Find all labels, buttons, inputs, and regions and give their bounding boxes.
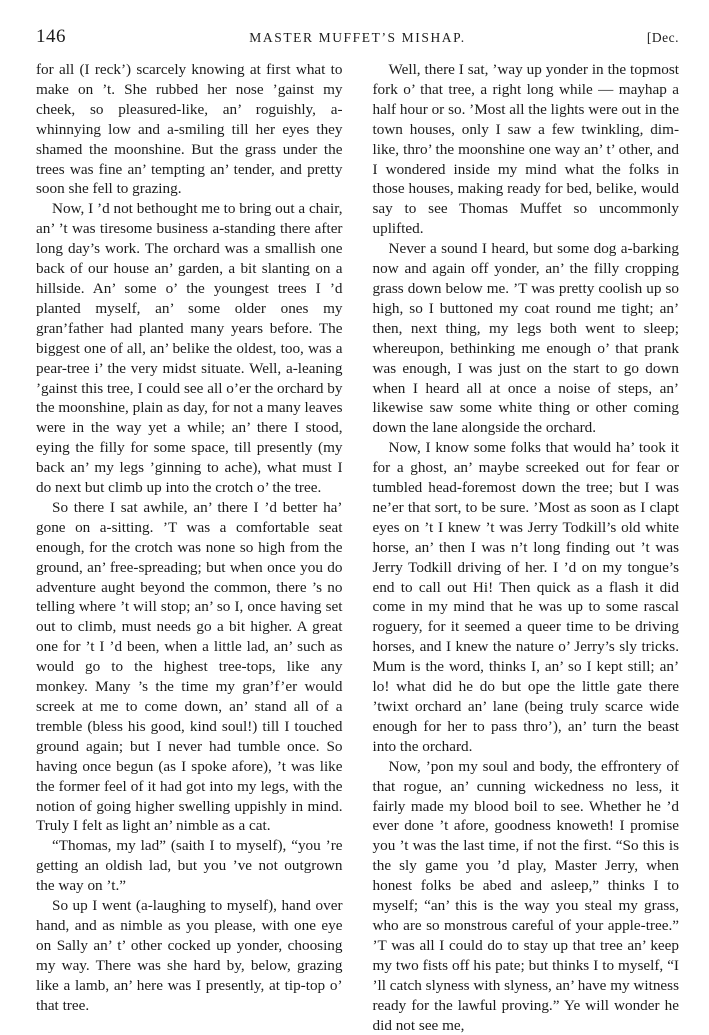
text-columns xyxy=(36,60,679,1034)
paragraph: Now, I know some folks that would ha’ took it for a ghost, an’ maybe screeked out for fear or tumbled head-foremost down the tree; but I was ne’er that sort, to be sure. ’Most as soon as I clapt eyes on ’t I knew ’t was Jerry Todkill’s old white horse, an’ then I was n’t long finding out ’t was Jerry Todkill driving of her. I ’d on my tongue’s end to call out Hi! Then quick as a flash it did come in my mind that he was up to some rascal roguery, for it seemed a queer time to be driving horses, and I knew the nature o’ Jerry’s sly tricks. Mum is the word, thinks I, an’ so I kept still; an’ lo! what did he do but ope the little gate there ’twixt orchard an’ lane (being truly scarce wide enough for her to pass thro’), an’ turn the beast into the orchard. xyxy=(372,439,679,755)
issue-month: [Dec. xyxy=(646,30,679,45)
paragraph: Now, I ’d not bethought me to bring out a chair, an’ ’t was tiresome business a-standing there after long day’s work. The orchard was a smallish one back of our house an’ garden, a bit slanting on a hillside. An’ some o’ the youngest trees I ’d planted myself, an’ some older ones my gran’father had planted many years before. The biggest one of all, an’ belike the oldest, too, was a pear-tree i’ the very midst situate. Well, a-leaning ’gainst this tree, I could see all o’er the orchard by the moonshine, plain as day, for not a many leaves were in the way yet a while; an’ there I stood, eying the filly for some space, till presently (my back an’ my legs ’ginning to ache), what must I do next but climb up into the crotch o’ the tree. xyxy=(36,200,343,497)
paragraph: So there I sat awhile, an’ there I ’d better ha’ gone on a-sitting. ’T was a comfortable seat enough, for the crotch was none so high from the ground, an’ free-spreading; but when once you do adventure aught beyond the common, there ’s no telling where ’t will stop; an’ so I, once having set out to climb, must needs go a bit higher. A great one for ’t I ’d been, when a little lad, an’ such as would go to the highest tree-tops, like any monkey. Many ’s the time my gran’f’er would screek at me to come down, an’ stand all of a tremble (bless his good, kind soul!) till I touched ground again; but I never had tumble once. So having once begun (as I spoke afore), ’t was like the former feel of it had got into my legs, with the notion of going higher swelling uppishly in mind. Truly I felt as light an’ nimble as a cat. xyxy=(36,498,343,835)
right-column xyxy=(372,60,680,1034)
paragraph: “Thomas, my lad” (saith I to myself), “you ’re getting an oldish lad, but you ’ve not outgrown the way on ’t.” xyxy=(36,837,343,895)
running-title: MASTER MUFFET’S MISHAP. xyxy=(249,30,466,45)
page-number: 146 xyxy=(36,26,66,47)
paragraph: Now, ’pon my soul and body, the effrontery of that rogue, an’ cunning wickedness no less, it fairly made my blood boil to see. Whether he ’d ever done ’t afore, goodness knoweth! I promise you ’t was the last time, if not the first. “So this is the sly game you ’d play, Master Jerry, when honest folks be abed and asleep,” thinks I to myself; “an’ this is the way you steal my grass, who are so monstrous careful of your apple-tree.” ’T was all I could do to stay up that tree an’ keep my two fists off his pate; but thinks I to myself, “I ’ll catch slyness with slyness, an’ have my witness ready for the lawful proving.” Ye will wonder he did not see me, xyxy=(372,757,679,1034)
paragraph: Never a sound I heard, but some dog a-barking now and again off yonder, an’ the filly cropping grass down below me. ’T was pretty coolish up so high, so I buttoned my coat round me tight; an’ then, next thing, my legs both went to sleep; whereupon, bethinking me enough o’ that prank was enough, I was just on the start to go down when I heard all at once a noise of steps, an’ likewise saw some white thing or other coming down the lane alongside the orchard. xyxy=(372,240,679,437)
paragraph: Well, there I sat, ’way up yonder in the topmost fork o’ that tree, a right long while — mayhap a half hour or so. ’Most all the lights were out in the town houses, only I saw a few twinkling, dim-like, thro’ the moonshine one way an’ t’ other, and I wondered inside my mind what the folks in those houses, making ready for bed, belike, would say to see Thomas Muffet so uncommonly uplifted. xyxy=(372,61,679,238)
page-header xyxy=(36,26,679,50)
paragraph: for all (I reck’) scarcely knowing at first what to make on ’t. She rubbed her nose ’gainst my cheek, so pleasured-like, an’ roguishly, a-whinnying low and a-smiling till her eyes they shamed the moonshine. But the grass under the trees was fine an’ tempting an’ tender, and pretty soon she fell to grazing. xyxy=(36,61,343,198)
paragraph: So up I went (a-laughing to myself), hand over hand, and as nimble as you please, with one eye on Sally an’ t’ other cocked up yonder, choosing my way. There was she hard by, below, grazing like a lamb, an’ here was I presently, at tip-top o’ that tree. xyxy=(36,897,343,1014)
left-column xyxy=(36,60,343,1014)
